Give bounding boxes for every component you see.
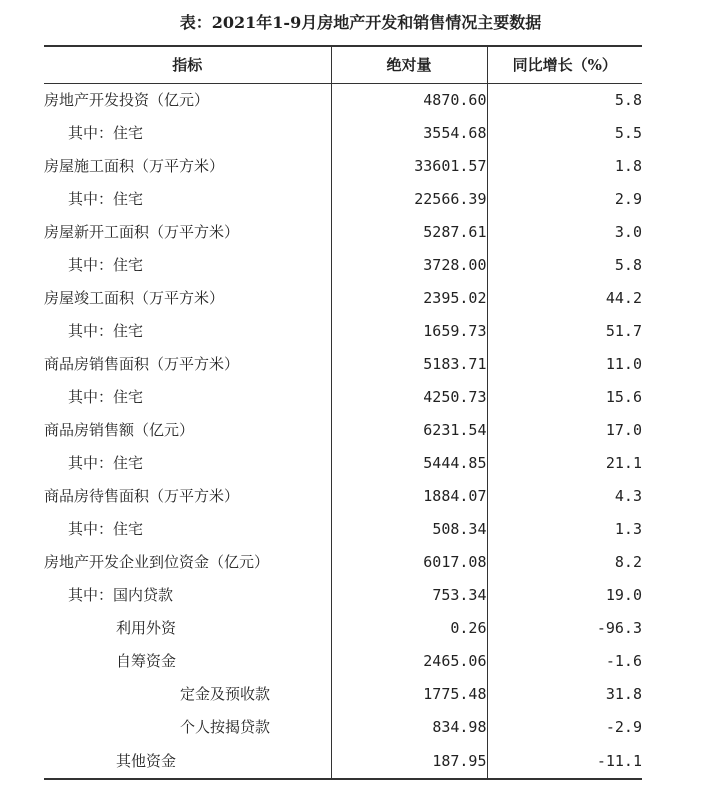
growth-value-cell: 1.3	[614, 519, 642, 538]
table-row	[44, 677, 642, 710]
growth-value-cell: -96.3	[596, 618, 642, 637]
absolute-value-cell: 5444.85	[331, 446, 487, 479]
data-table	[44, 45, 642, 780]
growth-value-cell: 3.0	[614, 222, 642, 241]
indicator-cell: 房屋施工面积（万平方米）	[44, 149, 331, 182]
growth-value-cell: 5.5	[614, 123, 642, 142]
table-row	[44, 347, 642, 380]
table-row	[44, 248, 642, 281]
growth-value-cell: 44.2	[605, 288, 642, 307]
growth-value-cell: 5.8	[614, 255, 642, 274]
indicator-cell: 其中：住宅	[44, 116, 331, 149]
indicator-cell: 其中：住宅	[44, 380, 331, 413]
absolute-value-cell: 753.34	[331, 578, 487, 611]
absolute-value-cell: 1775.48	[331, 677, 487, 710]
table-row	[44, 611, 642, 644]
table-row	[44, 83, 642, 116]
absolute-value-cell: 1884.07	[331, 479, 487, 512]
absolute-value-cell: 2395.02	[331, 281, 487, 314]
indicator-cell: 自筹资金	[44, 644, 331, 677]
indicator-cell: 其中：国内贷款	[44, 578, 331, 611]
indicator-cell: 其中：住宅	[44, 248, 331, 281]
indicator-cell: 商品房销售额（亿元）	[44, 413, 331, 446]
growth-value-cell: -1.6	[605, 651, 642, 670]
growth-value-cell: 21.1	[605, 453, 642, 472]
growth-value-cell: 2.9	[614, 189, 642, 208]
absolute-value-cell: 6017.08	[331, 545, 487, 578]
table-row	[44, 479, 642, 512]
indicator-cell: 商品房待售面积（万平方米）	[44, 479, 331, 512]
table-title: 表：2021年1-9月房地产开发和销售情况主要数据	[179, 13, 542, 32]
table-row	[44, 149, 642, 182]
table-row	[44, 281, 642, 314]
table-row	[44, 512, 642, 545]
table-row	[44, 743, 642, 779]
absolute-value-cell: 4870.60	[331, 83, 487, 116]
absolute-value-cell: 3554.68	[331, 116, 487, 149]
indicator-cell: 房屋竣工面积（万平方米）	[44, 281, 331, 314]
growth-value-cell: 1.8	[614, 156, 642, 175]
growth-value-cell: 8.2	[614, 552, 642, 571]
table-row	[44, 545, 642, 578]
indicator-cell: 其他资金	[44, 743, 331, 779]
indicator-cell: 其中：住宅	[44, 512, 331, 545]
indicator-cell: 其中：住宅	[44, 182, 331, 215]
indicator-cell: 其中：住宅	[44, 314, 331, 347]
growth-value-cell: 19.0	[605, 585, 642, 604]
growth-value-cell: 15.6	[605, 387, 642, 406]
growth-value-cell: 31.8	[605, 684, 642, 703]
absolute-value-cell: 834.98	[331, 710, 487, 743]
table-row	[44, 182, 642, 215]
growth-value-cell: 4.3	[614, 486, 642, 505]
absolute-value-cell: 4250.73	[331, 380, 487, 413]
table-row	[44, 710, 642, 743]
header-row	[44, 46, 642, 83]
absolute-value-cell: 33601.57	[331, 149, 487, 182]
absolute-value-cell: 22566.39	[331, 182, 487, 215]
header-indicator: 指标	[44, 46, 331, 83]
table-row	[44, 215, 642, 248]
indicator-cell: 利用外资	[44, 611, 331, 644]
absolute-value-cell: 2465.06	[331, 644, 487, 677]
growth-value-cell: 17.0	[605, 420, 642, 439]
indicator-cell: 个人按揭贷款	[44, 710, 331, 743]
table-row	[44, 314, 642, 347]
growth-value-cell: 51.7	[605, 321, 642, 340]
table-row	[44, 380, 642, 413]
absolute-value-cell: 0.26	[331, 611, 487, 644]
growth-value-cell: 5.8	[614, 90, 642, 109]
growth-value-cell: -11.1	[487, 743, 642, 779]
absolute-value-cell: 508.34	[331, 512, 487, 545]
absolute-value-cell: 187.95	[331, 743, 487, 779]
indicator-cell: 商品房销售面积（万平方米）	[44, 347, 331, 380]
table-row	[44, 644, 642, 677]
absolute-value-cell: 5183.71	[331, 347, 487, 380]
table-row	[44, 116, 642, 149]
absolute-value-cell: 5287.61	[331, 215, 487, 248]
growth-value-cell: -2.9	[605, 717, 642, 736]
indicator-cell: 房地产开发投资（亿元）	[44, 83, 331, 116]
indicator-cell: 其中：住宅	[44, 446, 331, 479]
table-row	[44, 446, 642, 479]
header-absolute: 绝对量	[331, 46, 487, 83]
absolute-value-cell: 6231.54	[331, 413, 487, 446]
indicator-cell: 房地产开发企业到位资金（亿元）	[44, 545, 331, 578]
growth-value-cell: 11.0	[605, 354, 642, 373]
header-growth: 同比增长（%）	[487, 46, 642, 83]
table-row	[44, 578, 642, 611]
absolute-value-cell: 3728.00	[331, 248, 487, 281]
indicator-cell: 房屋新开工面积（万平方米）	[44, 215, 331, 248]
absolute-value-cell: 1659.73	[331, 314, 487, 347]
indicator-cell: 定金及预收款	[44, 677, 331, 710]
table-row	[44, 413, 642, 446]
